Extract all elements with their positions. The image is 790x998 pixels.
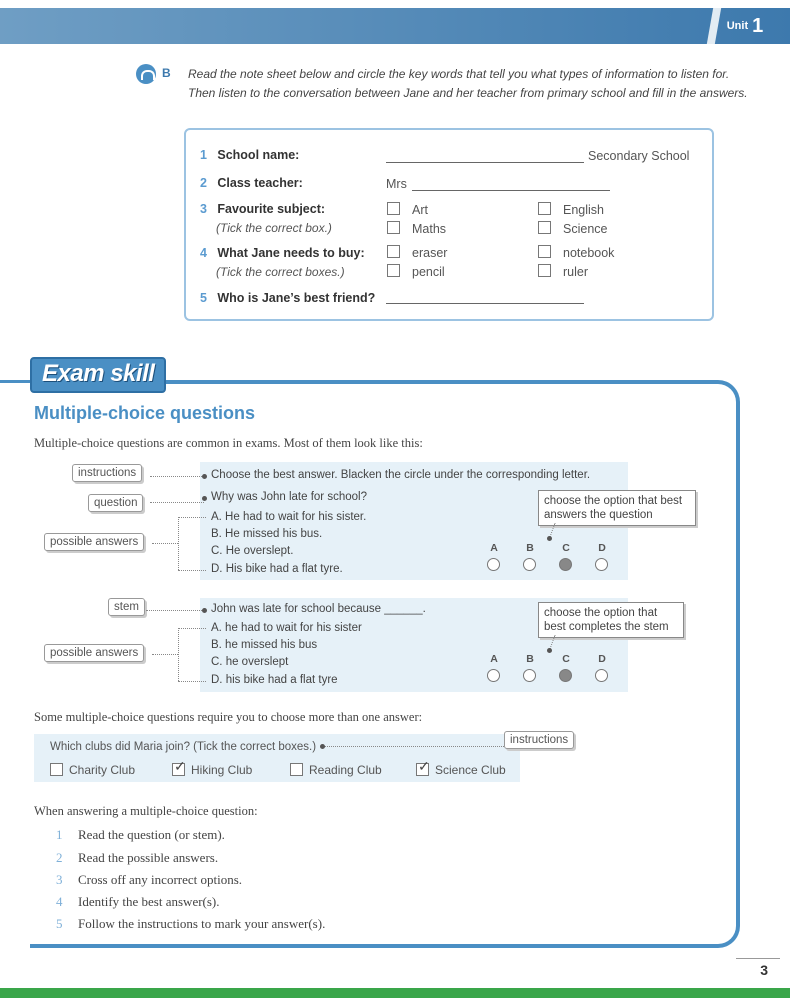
- multi-answer-intro: Some multiple-choice questions require you to choose more than one answer:: [34, 710, 423, 724]
- banner-rule: [0, 380, 30, 383]
- checkbox-english[interactable]: [538, 202, 551, 215]
- checkbox-maths[interactable]: [387, 221, 400, 234]
- option-science: Science: [563, 222, 608, 236]
- option-maths: Maths: [412, 222, 447, 236]
- option-eraser: eraser: [412, 246, 448, 260]
- leader-line: [150, 502, 204, 503]
- callout-dot: [547, 536, 552, 541]
- note-item-4: [200, 246, 365, 260]
- teacher-prefix: Mrs: [386, 177, 407, 191]
- answer-line-1[interactable]: [386, 162, 584, 163]
- steps-intro: When answering a multiple-choice question:: [34, 804, 258, 818]
- answer-circle-a[interactable]: [487, 669, 500, 682]
- note-item-2: [200, 176, 303, 190]
- tag-question: question: [88, 494, 143, 512]
- tick-icon: ✓: [418, 758, 430, 774]
- section-title: Multiple-choice questions: [34, 403, 256, 423]
- answer-circle-b[interactable]: [523, 558, 536, 571]
- option-notebook: notebook: [563, 246, 615, 260]
- checkbox-art[interactable]: [387, 202, 400, 215]
- page-rule: [736, 958, 780, 959]
- answer-c: C. he overslept: [211, 656, 289, 668]
- answer-circle-c[interactable]: [559, 669, 572, 682]
- club-reading: Reading Club: [309, 763, 382, 777]
- page-number: 3: [760, 962, 768, 978]
- step-5: [56, 916, 325, 932]
- step-number: 3: [56, 872, 63, 887]
- answer-d: D. His bike had a flat tyre.: [211, 563, 343, 575]
- tag-instructions-2: instructions: [504, 731, 574, 749]
- answer-line-2[interactable]: [412, 190, 610, 191]
- leader-line: [324, 746, 504, 747]
- step-number: 5: [56, 916, 63, 931]
- item-label: Class teacher:: [217, 176, 303, 190]
- item-label: Favourite subject:: [217, 202, 326, 216]
- tag-possible-answers-2: possible answers: [44, 644, 144, 662]
- item-number: 3: [200, 202, 207, 216]
- answer-circle-d[interactable]: [595, 558, 608, 571]
- option-art: Art: [412, 203, 428, 217]
- option-ruler: ruler: [563, 265, 589, 279]
- step-2: [56, 850, 218, 866]
- leader-line: [150, 476, 204, 477]
- checkbox-pencil[interactable]: [387, 264, 400, 277]
- unit-tab: [714, 8, 776, 44]
- letter-c: C: [562, 542, 570, 554]
- checkbox-reading-club[interactable]: [290, 763, 303, 776]
- answer-line-5[interactable]: [386, 303, 584, 304]
- item-label: Who is Jane’s best friend?: [217, 291, 376, 305]
- tick-icon: ✓: [174, 758, 186, 774]
- option-pencil: pencil: [412, 265, 445, 279]
- step-text: Read the possible answers.: [78, 850, 219, 865]
- answer-a: A. he had to wait for his sister: [211, 622, 362, 634]
- unit-number: 1: [752, 14, 764, 37]
- item-number: 2: [200, 176, 207, 190]
- leader-dot: [202, 474, 207, 479]
- bracket-bottom: [178, 570, 206, 571]
- letter-b: B: [526, 542, 534, 554]
- option-english: English: [563, 203, 604, 217]
- item-hint: (Tick the correct box.): [216, 221, 332, 235]
- checkbox-notebook[interactable]: [538, 245, 551, 258]
- club-charity: Charity Club: [69, 763, 136, 777]
- leader-line: [146, 610, 202, 611]
- headphones-icon: [136, 64, 156, 84]
- intro-text: Multiple-choice questions are common in exams. Most of them look like this:: [34, 436, 423, 450]
- step-text: Follow the instructions to mark your answer(s).: [78, 916, 326, 931]
- club-science: Science Club: [435, 763, 506, 777]
- item-label: What Jane needs to buy:: [217, 246, 365, 260]
- tag-instructions: instructions: [72, 464, 142, 482]
- step-text: Identify the best answer(s).: [78, 894, 220, 909]
- answer-a: A. He had to wait for his sister.: [211, 511, 367, 523]
- step-text: Cross off any incorrect options.: [78, 872, 243, 887]
- answer-d: D. his bike had a flat tyre: [211, 674, 338, 686]
- item-number: 1: [200, 148, 207, 162]
- callout-best-answer: choose the option that best answers the question: [538, 490, 696, 526]
- bracket-bottom: [178, 681, 206, 682]
- step-3: [56, 872, 242, 888]
- letter-b: B: [526, 653, 534, 665]
- checkbox-charity-club[interactable]: [50, 763, 63, 776]
- bracket-line: [178, 628, 179, 681]
- item-number: 4: [200, 246, 207, 260]
- step-4: [56, 894, 220, 910]
- note-sheet: [184, 128, 714, 321]
- item-number: 5: [200, 291, 207, 305]
- exercise-letter: B: [162, 66, 171, 80]
- letter-a: A: [490, 542, 498, 554]
- bottom-bar: [0, 988, 790, 998]
- leader-dot: [202, 496, 207, 501]
- leader-dot: [202, 608, 207, 613]
- note-item-1: [200, 148, 299, 162]
- letter-d: D: [598, 653, 606, 665]
- letter-a: A: [490, 653, 498, 665]
- answer-b: B. He missed his bus.: [211, 528, 323, 540]
- leader-dot: [320, 744, 325, 749]
- bracket-top: [178, 517, 206, 518]
- item-label: School name:: [217, 148, 300, 162]
- callout-best-completion: choose the option that best completes the stem: [538, 602, 684, 638]
- unit-label: Unit: [726, 20, 749, 32]
- answer-circle-c[interactable]: [559, 558, 572, 571]
- step-number: 1: [56, 827, 63, 842]
- school-suffix: Secondary School: [588, 149, 690, 163]
- step-number: 2: [56, 850, 63, 865]
- step-1: [56, 827, 225, 843]
- checkbox-eraser[interactable]: [387, 245, 400, 258]
- letter-d: D: [598, 542, 606, 554]
- tag-stem: stem: [108, 598, 145, 616]
- clubs-question: Which clubs did Maria join? (Tick the correct boxes.): [50, 741, 317, 753]
- leader-line: [152, 654, 178, 655]
- bracket-top: [178, 628, 206, 629]
- note-item-3: [200, 202, 325, 216]
- answer-circle-b[interactable]: [523, 669, 536, 682]
- exercise-instructions: Read the note sheet below and circle the key words that tell you what types of information to listen for. Then listen to the conversation between Jane and her teacher from primary school and fill in the answers.: [188, 67, 748, 100]
- checkbox-science[interactable]: [538, 221, 551, 234]
- callout-dot: [547, 648, 552, 653]
- leader-line: [152, 543, 178, 544]
- answer-b: B. he missed his bus: [211, 639, 318, 651]
- stem-text: John was late for school because ______.: [211, 603, 426, 615]
- item-hint: (Tick the correct boxes.): [216, 265, 345, 279]
- answer-circle-d[interactable]: [595, 669, 608, 682]
- top-banner: [0, 8, 790, 44]
- checkbox-ruler[interactable]: [538, 264, 551, 277]
- answer-circle-a[interactable]: [487, 558, 500, 571]
- instruction-text: Choose the best answer. Blacken the circle under the corresponding letter.: [211, 469, 591, 481]
- letter-c: C: [562, 653, 570, 665]
- step-number: 4: [56, 894, 63, 909]
- note-item-5: [200, 291, 375, 305]
- bracket-line: [178, 517, 179, 570]
- tag-possible-answers: possible answers: [44, 533, 144, 551]
- step-text: Read the question (or stem).: [78, 827, 225, 842]
- answer-c: C. He overslept.: [211, 545, 294, 557]
- club-hiking: Hiking Club: [191, 763, 253, 777]
- exam-skill-banner: Exam skill: [30, 357, 166, 393]
- question-text: Why was John late for school?: [211, 491, 367, 503]
